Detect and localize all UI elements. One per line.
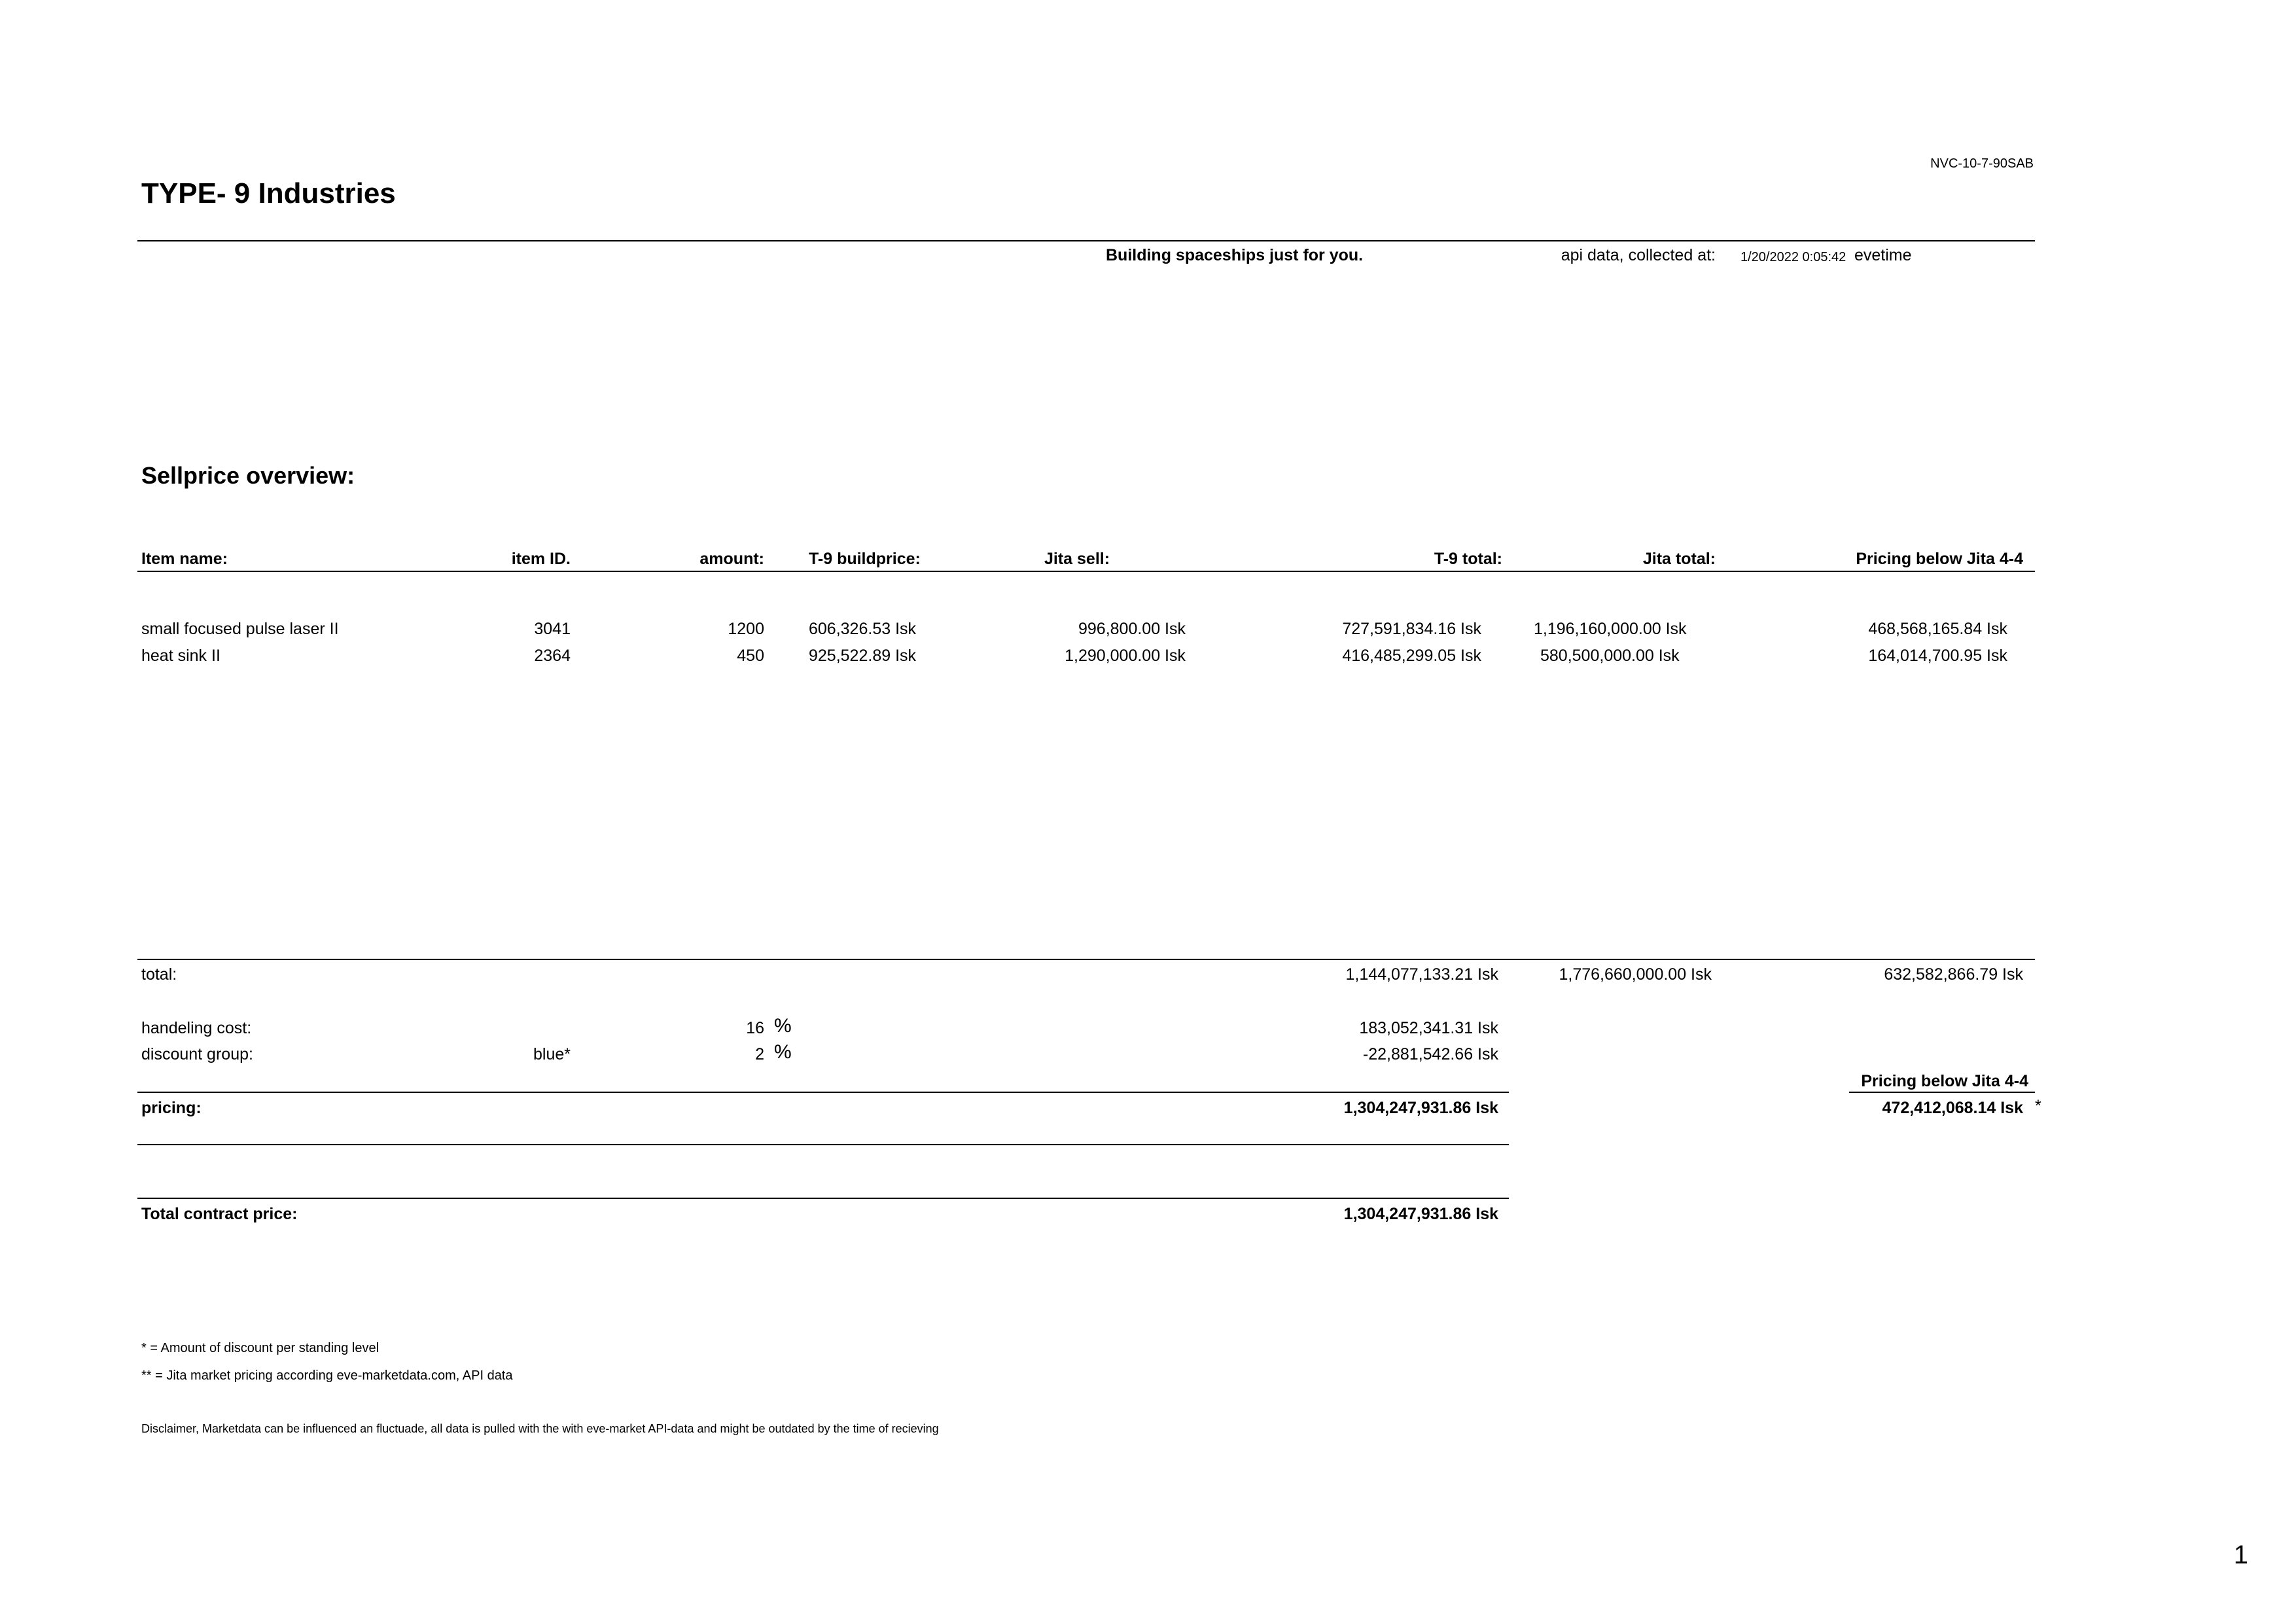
company-title: TYPE- 9 Industries xyxy=(141,177,396,209)
pricing-label: pricing: xyxy=(141,1099,202,1117)
col-below-jita: Pricing below Jita 4-4 xyxy=(1856,550,2023,568)
col-buildprice: T-9 buildprice: xyxy=(809,550,921,568)
row-item-id: 2364 xyxy=(534,647,571,665)
contract-divider xyxy=(137,1198,1509,1199)
footnote-discount: * = Amount of discount per standing level xyxy=(141,1341,380,1355)
row-amount: 1200 xyxy=(728,620,764,638)
tagline: Building spaceships just for you. xyxy=(1106,246,1364,264)
row-item-name: heat sink II xyxy=(141,647,221,665)
row-jita-total: 1,196,160,000.00 Isk xyxy=(1534,620,1687,638)
pricing-bottom-divider xyxy=(137,1144,1509,1145)
col-t9-total: T-9 total: xyxy=(1434,550,1502,568)
api-datetime: 1/20/2022 0:05:42 xyxy=(1740,250,1846,264)
row-item-id: 3041 xyxy=(534,620,571,638)
row-item-name: small focused pulse laser II xyxy=(141,620,339,638)
below-jita-summary-underline xyxy=(1849,1092,2035,1093)
discount-value: -22,881,542.66 Isk xyxy=(1362,1045,1498,1063)
row-t9-total: 416,485,299.05 Isk xyxy=(1342,647,1481,665)
pricing-divider xyxy=(137,1092,1509,1093)
discount-percent: 2 xyxy=(755,1045,764,1063)
row-jita-sell: 996,800.00 Isk xyxy=(1078,620,1186,638)
row-buildprice: 925,522.89 Isk xyxy=(809,647,917,665)
row-t9-total: 727,591,834.16 Isk xyxy=(1342,620,1481,638)
col-jita-sell: Jita sell: xyxy=(1044,550,1110,568)
row-jita-sell: 1,290,000.00 Isk xyxy=(1065,647,1186,665)
below-jita-summary-label: Pricing below Jita 4-4 xyxy=(1861,1072,2028,1090)
col-jita-total: Jita total: xyxy=(1642,550,1716,568)
header-divider xyxy=(137,240,2035,241)
handling-percent: 16 xyxy=(746,1019,764,1037)
contract-label: Total contract price: xyxy=(141,1205,298,1223)
footnote-market: ** = Jita market pricing according eve-marketdata.com, API data xyxy=(141,1368,513,1383)
document-code: NVC-10-7-90SAB xyxy=(1930,156,2034,171)
section-title: Sellprice overview: xyxy=(141,462,355,489)
discount-label: discount group: xyxy=(141,1045,253,1063)
totals-divider xyxy=(137,959,2035,960)
totals-jita-total: 1,776,660,000.00 Isk xyxy=(1559,965,1712,984)
handling-percent-sign: % xyxy=(774,1015,792,1037)
contract-value: 1,304,247,931.86 Isk xyxy=(1343,1205,1498,1223)
handling-value: 183,052,341.31 Isk xyxy=(1359,1019,1498,1037)
page-number: 1 xyxy=(2233,1541,2248,1569)
totals-t9-total: 1,144,077,133.21 Isk xyxy=(1345,965,1498,984)
api-zone: evetime xyxy=(1854,246,1912,264)
row-jita-total: 580,500,000.00 Isk xyxy=(1540,647,1680,665)
col-amount: amount: xyxy=(699,550,764,568)
disclaimer: Disclaimer, Marketdata can be influenced an fluctuade, all data is pulled with the with eve-market API-data and might be outdated by the time of recieving xyxy=(141,1422,939,1435)
totals-label: total: xyxy=(141,965,177,984)
row-below-jita: 468,568,165.84 Isk xyxy=(1868,620,2007,638)
header-underline xyxy=(137,571,2035,572)
row-buildprice: 606,326.53 Isk xyxy=(809,620,917,638)
handling-label: handeling cost: xyxy=(141,1019,252,1037)
row-below-jita: 164,014,700.95 Isk xyxy=(1868,647,2007,665)
col-item-id: item ID. xyxy=(511,550,571,568)
below-jita-summary-value: 472,412,068.14 Isk xyxy=(1882,1099,2023,1117)
col-item-name: Item name: xyxy=(141,550,228,568)
pricing-value: 1,304,247,931.86 Isk xyxy=(1343,1099,1498,1117)
discount-percent-sign: % xyxy=(774,1041,792,1063)
discount-group: blue* xyxy=(533,1045,571,1063)
row-amount: 450 xyxy=(737,647,764,665)
totals-below-jita: 632,582,866.79 Isk xyxy=(1884,965,2023,984)
api-label: api data, collected at: xyxy=(1561,246,1716,264)
below-jita-summary-marker: * xyxy=(2035,1097,2041,1115)
